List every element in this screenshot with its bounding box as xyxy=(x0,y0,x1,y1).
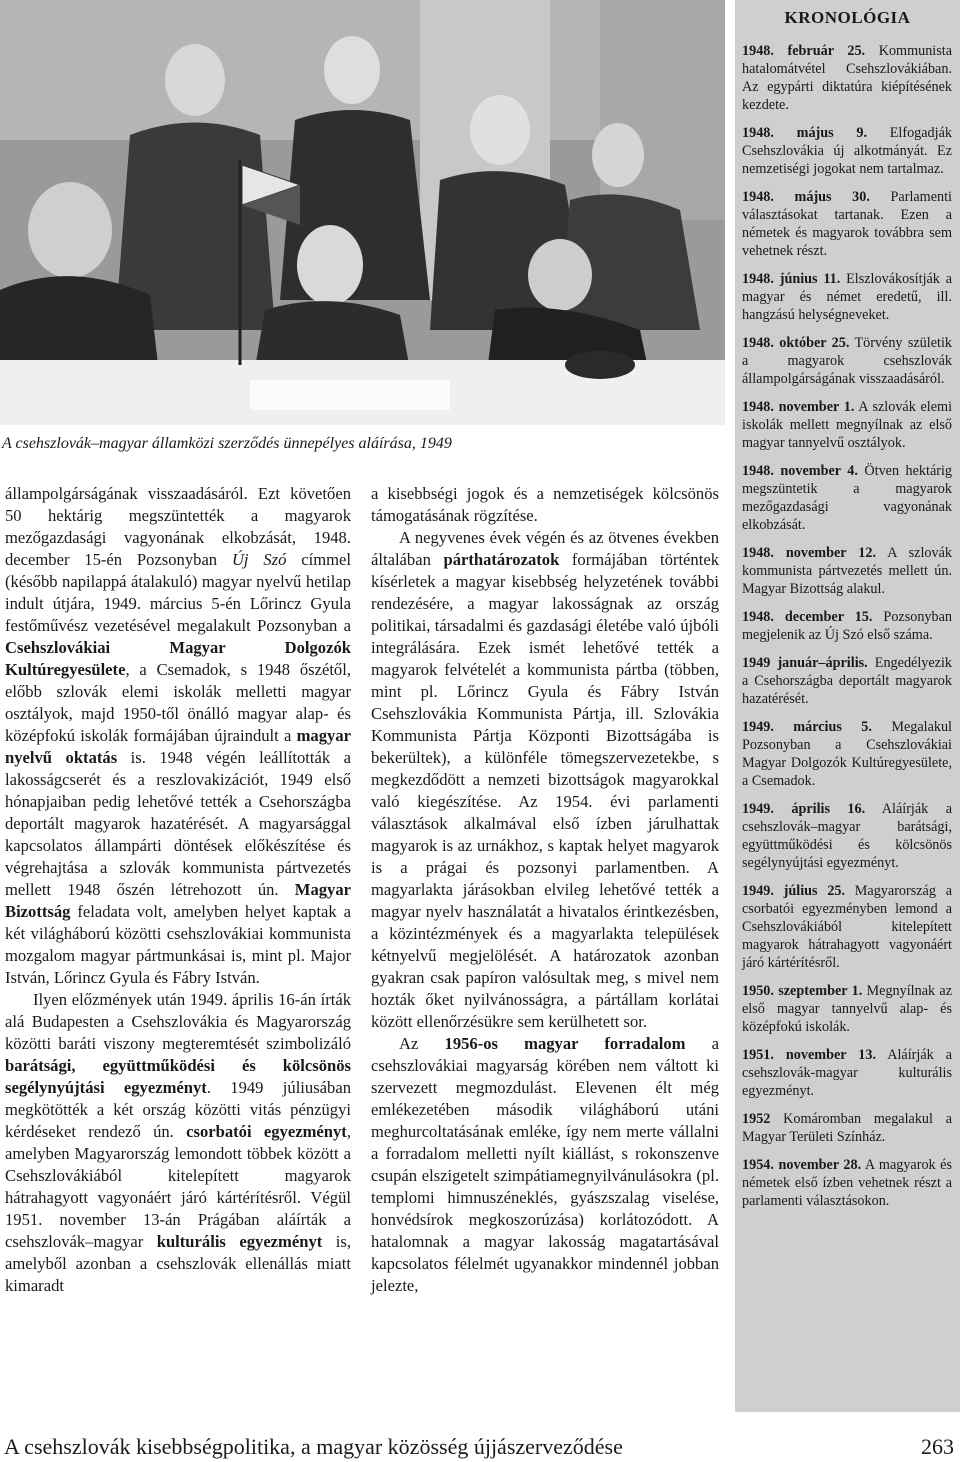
entry-date: 1948. május 9. xyxy=(742,125,868,141)
photo-illustration xyxy=(0,0,725,425)
entry-text: Pozsonyban megjelenik az Új Szó első száma. xyxy=(742,609,953,643)
bold-term: barátsági, együttműködési és kölcsönös segélynyújtási egyezményt xyxy=(5,1056,351,1097)
entry-text: Kommunista hatalomátvétel Csehszlovákiában. Az egypárti diktatúra kiépítésének kezdete. xyxy=(742,43,952,113)
entry-text: Engedélyezik a Csehországba deportált magyarok hazatérését. xyxy=(742,655,952,707)
text-run: is, amelyből azonban a csehszlovák ellenállás miatt kimaradt xyxy=(5,1232,351,1295)
chronology-entry xyxy=(742,42,952,114)
entry-date: 1948. november 1. xyxy=(742,399,855,415)
chronology-entry xyxy=(742,544,952,598)
chronology-entry xyxy=(742,270,952,324)
text-run: , amelyben Magyarország lemondott többek között a Csehszlovákiából kitelepített magyarok hátrahagyott vagyonáért járó kártérítésről. Végül 1951. november 13-án Prágában aláírták a csehszlovák–magyar xyxy=(5,1122,351,1251)
col2-paragraph-3 xyxy=(371,1033,719,1297)
entry-date: 1949 január–április. xyxy=(742,655,868,671)
chronology-entry xyxy=(742,124,952,178)
entry-text: Magyarország a csorbatói egyezményben lemond a Csehszlovákiából kitelepített magyarok hátrahagyott vagyonáért járó kártérítésről. xyxy=(742,883,952,971)
entry-text: Elszlovákosítják a magyar és német eredetű, ill. hangzású helységneveket. xyxy=(742,271,952,323)
chronology-entry xyxy=(742,800,952,872)
page-footer xyxy=(0,1422,960,1462)
entry-date: 1948. december 15. xyxy=(742,609,873,625)
col1-paragraph-1 xyxy=(5,483,351,989)
bold-term: 1956-os magyar forradalom xyxy=(444,1034,686,1053)
page-number: 263 xyxy=(921,1434,954,1459)
chronology-entry xyxy=(742,982,952,1036)
entry-date: 1954. november 28. xyxy=(742,1157,862,1173)
bold-term: Csehszlovákiai Magyar Dolgozók Kultúregyesülete xyxy=(5,638,351,679)
entry-text: Komáromban megalakul a Magyar Területi Színház. xyxy=(742,1111,952,1145)
entry-text: Aláírják a csehszlovák–magyar barátsági, együttműködési és kölcsönös segélynyújtási egyezményt. xyxy=(742,801,952,871)
text-run: , a Csemadok, s 1948 őszétől, előbb szlovák elemi iskolák melletti magyar osztályok, majd 1950-től önálló magyar alap- és középfokú iskolák formájában újraindult a xyxy=(5,660,351,745)
entry-text: A szlovák kommunista pártvezetés mellett ún. Magyar Bizottság alakul. xyxy=(742,545,952,597)
entry-date: 1948. november 12. xyxy=(742,545,877,561)
entry-date: 1948. október 25. xyxy=(742,335,850,351)
chronology-entry xyxy=(742,1046,952,1100)
chronology-entry xyxy=(742,334,952,388)
col2-paragraph-2 xyxy=(371,527,719,1033)
entry-date: 1948. május 30. xyxy=(742,189,870,205)
text-run: is. 1948 végén leállították a lakosságcserét és a reszlovakizációt, 1949 első hónapjaiban pedig lehetővé tették a Csehországba deportált magyarok hazatérését. A magyarsággal kapcsolatos állampárti döntések előkészítése és végrehajtása a szlovák kommunista pártvezetés mellett 1948 őszén létrehozott ún. xyxy=(5,748,351,899)
text-run: a csehszlovákiai magyarság körében nem váltott ki szervezett megmozdulást. Elevenen élt még emlékezetében második világháború utáni meghurcoltatásának emléke, így nem merte vállalni a forradalom melletti nyílt kiállást, s rokonszenve csupán elszigetelt szimpátiamegnyilvánulásokra (pl. templomi himnuszéneklés, gyászszalag viselése, honvédsírok megkoszorúzása) korlátozódott. A hatalomnak a magyar lakosság magatartásával kapcsolatos félelmét ugyanakkor mindennél jobban jelezte, xyxy=(371,1034,720,1295)
chronology-entry xyxy=(742,188,952,260)
bold-term: kulturális egyezményt xyxy=(156,1232,323,1251)
sidebar-title: KRONOLÓGIA xyxy=(784,8,911,27)
treaty-signing-photo xyxy=(0,0,725,425)
text-run: feladata volt, amelyben helyet kaptak a két világháború közötti csehszlovákiai kommunista mozgalom magyar pártmunkásai is, mint pl. Major István, Lőrincz Gyula és Fábry István. xyxy=(5,902,351,987)
entry-text: A szlovák elemi iskolák mellett megnyílnak az első magyar tannyelvű osztályok. xyxy=(742,399,953,451)
entry-text: A magyarok és németek első ízben vehetnek részt a parlamenti választásokon. xyxy=(742,1157,952,1209)
running-title: A csehszlovák kisebbségpolitika, a magyar közösség újjászerveződése xyxy=(4,1434,623,1459)
entry-date: 1950. szeptember 1. xyxy=(742,983,863,999)
text-column-2 xyxy=(371,483,719,1297)
chronology-entry xyxy=(742,398,952,452)
text-run: . 1949 júliusában megkötötték a két ország közötti vitás pénzügyi kérdéseket rendező ún. xyxy=(5,1078,351,1141)
entry-text: Ötven hektárig megszüntetik a magyarok mezőgazdasági vagyonának elkobzását. xyxy=(742,463,953,533)
chronology-sidebar xyxy=(735,0,960,1412)
entry-text: Megnyílnak az első magyar tannyelvű alap- és középfokú iskolák. xyxy=(742,983,953,1035)
entry-date: 1949. március 5. xyxy=(742,719,872,735)
chronology-entry xyxy=(742,1156,952,1210)
bold-term: párthatározatok xyxy=(443,550,560,569)
text-run: formájában történtek kísérletek a magyar kisebbség helyzetének további rendezésére, a magyar lakosságnak az ország politikai, társadalmi és gazdasági életébe való újbóli integrálására. Ezek ismét lehetővé tették a magyarok felvételét a kommunista pártba (többen, mint pl. Lőrincz Gyula és Fábry István Csehszlovákia Kommunista Pártja, ill. Szlovákia Kommunista Pártja Központi Bizottságába is bekerültek), a különféle tömegszervezetekbe, s megkezdődött a nemzeti bizottságok magyarokkal való kiegészítése. Az 1954. évi parlamenti választások alkalmával első ízben járulhattak magyarok is az urnákhoz, s kaptak helyet magyarok is a prágai és pozsonyi parlamentben. A magyarlakta járásokban elvileg lehetővé tették a magyar nyelv használatát a hivatalos érintkezésben, a közintézmények és a magyarlakta települések kétnyelvű megjelölését. A határozatok azonban gyakran csak papíron valósultak meg, s mivel nem hozták őket nyilvánosságra, a pártállam korlátai között ellenőrzésükre sem kerülhetett sor. xyxy=(371,550,719,1031)
entry-text: Aláírják a csehszlovák-magyar kulturális egyezményt. xyxy=(742,1047,953,1099)
entry-date: 1952 xyxy=(742,1111,771,1127)
entry-text: Megalakul Pozsonyban a Csehszlovákiai Magyar Dolgozók Kultúregyesülete, a Csemadok. xyxy=(742,719,952,789)
entry-text: Parlamenti választásokat tartanak. Ezen a németek és magyarok továbbra sem vehetnek részt. xyxy=(742,189,952,259)
chronology-entry xyxy=(742,462,952,534)
entry-date: 1949. április 16. xyxy=(742,801,866,817)
entry-date: 1948. június 11. xyxy=(742,271,841,287)
bold-term: Magyar Bizottság xyxy=(5,880,351,921)
entry-date: 1949. július 25. xyxy=(742,883,846,899)
entry-text: Elfogadják Csehszlovákia új alkotmányát. Ez nemzetiségi jogokat nem tartalmaz. xyxy=(742,125,952,177)
text-run: A negyvenes évek végén és az ötvenes években általában xyxy=(371,528,719,569)
entry-date: 1948. november 4. xyxy=(742,463,858,479)
chronology-entry xyxy=(742,882,952,972)
bold-term: csorbatói egyezményt xyxy=(186,1122,347,1141)
chronology-entry xyxy=(742,1110,952,1146)
text-column-1 xyxy=(5,483,351,1297)
entry-text: Törvény születik a magyarok csehszlovák állampolgárságának visszaadásáról. xyxy=(742,335,952,387)
entry-date: 1951. november 13. xyxy=(742,1047,877,1063)
text-run: Ilyen előzmények után 1949. április 16-án írták alá Budapesten a Csehszlovákia és Magyarország közötti baráti viszony megteremtését szimbolizáló xyxy=(5,990,351,1053)
chronology-entry xyxy=(742,654,952,708)
photo-caption: A csehszlovák–magyar államközi szerződés ünnepélyes aláírása, 1949 xyxy=(2,435,452,452)
bold-term: magyar nyelvű oktatás xyxy=(5,726,351,767)
chronology-list xyxy=(735,42,960,1210)
col2-paragraph-1: a kisebbségi jogok és a nemzetiségek kölcsönös támogatásának rögzítése. xyxy=(371,484,719,525)
text-run: Az xyxy=(399,1034,445,1053)
text-run: állampolgárságának visszaadásáról. Ezt követően 50 hektárig megszüntették a magyarok mezőgazdasági vagyonának elkobzását, 1948. december 15-én Pozsonyban xyxy=(5,484,351,569)
chronology-entry xyxy=(742,718,952,790)
text-run: címmel (később napilappá átalakuló) magyar nyelvű hetilap indult útjára, 1949. március 5-én Lőrincz Gyula festőművész vezetésével megalakult Pozsonyban a xyxy=(5,550,351,635)
newspaper-title: Új Szó xyxy=(231,550,287,569)
col1-paragraph-2 xyxy=(5,989,351,1297)
chronology-entry xyxy=(742,608,952,644)
entry-date: 1948. február 25. xyxy=(742,43,866,59)
